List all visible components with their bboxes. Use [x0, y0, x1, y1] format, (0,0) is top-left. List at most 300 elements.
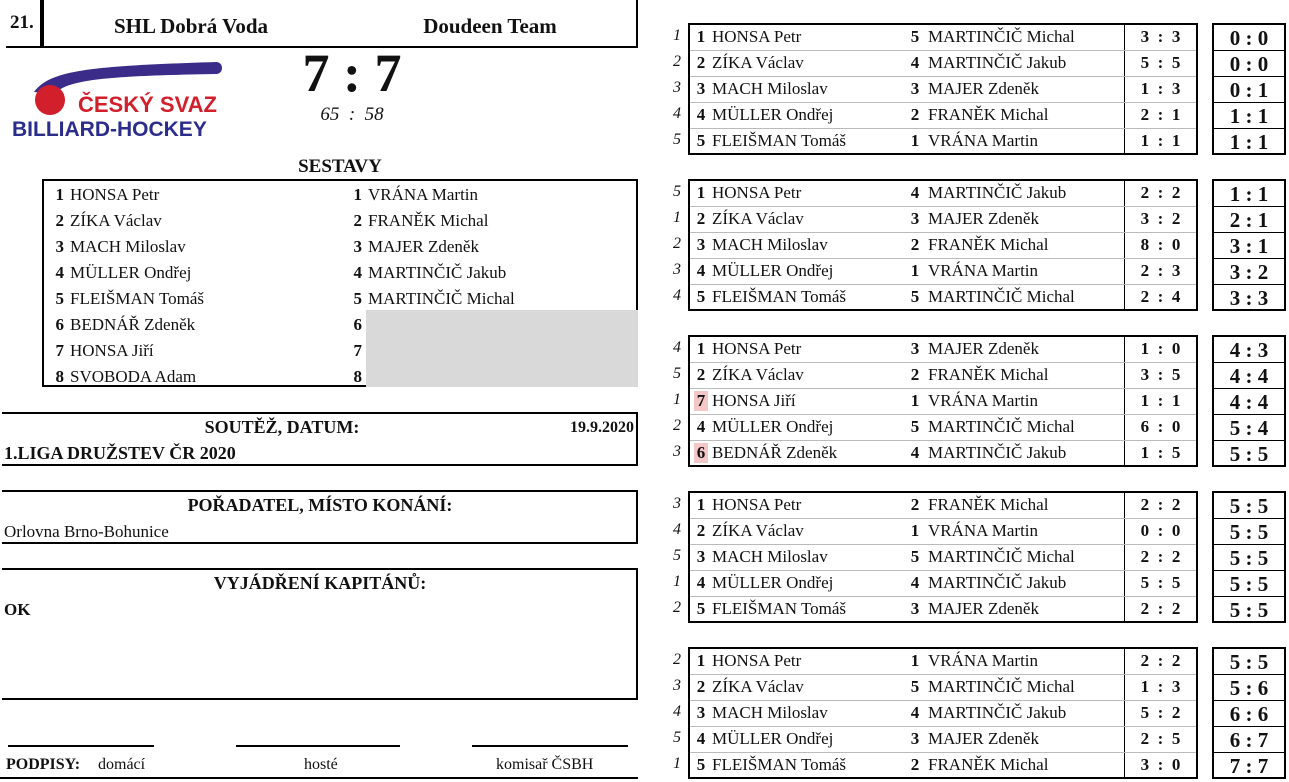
cumulative-score: 7 : 7 [1229, 754, 1269, 778]
home-player-name: MACH Miloslav [712, 547, 828, 566]
home-game-goals: 3 [1140, 27, 1150, 46]
game-order-number: 3 [673, 79, 681, 96]
cumulative-score: 1 : 1 [1214, 103, 1284, 129]
game-row [690, 181, 1196, 207]
home-roster-row [44, 286, 204, 312]
away-player-name: VRÁNA Martin [928, 391, 1039, 410]
game-row [690, 597, 1196, 623]
away-roster-name: MAJER Zdeněk [368, 237, 479, 256]
home-player-number: 4 [696, 573, 706, 592]
away-player-name: MARTINČIČ Jakub [928, 53, 1067, 72]
cumulative-score: 2 : 1 [1214, 207, 1284, 233]
away-roster-number: 2 [353, 211, 362, 230]
away-player-name: MAJER Zdeněk [928, 209, 1039, 228]
organizer-label: POŘADATEL, MÍSTO KONÁNÍ: [187, 495, 453, 515]
home-player-number: 2 [696, 209, 706, 228]
home-player-number: 1 [696, 27, 706, 46]
game-row [690, 701, 1196, 727]
home-player-name: FLEIŠMAN Tomáš [712, 599, 847, 618]
csbh-logo [10, 58, 230, 142]
away-player-number: 5 [910, 287, 920, 306]
home-player-number: 5 [696, 131, 706, 150]
home-roster-row [44, 338, 154, 364]
home-roster-number: 5 [55, 289, 64, 308]
signature-commissioner-label: komisař ČSBH [496, 756, 594, 773]
home-player-number: 6 [694, 443, 708, 463]
home-roster-name: HONSA Petr [70, 185, 160, 204]
home-score: 7 [302, 43, 330, 103]
cumulative-score: 3 : 3 [1229, 286, 1269, 310]
away-player-number: 2 [910, 105, 920, 124]
away-player-name: MARTINČIČ Michal [928, 547, 1075, 566]
game-row [690, 753, 1196, 779]
away-player-number: 4 [910, 573, 920, 592]
away-player-name: FRANĚK Michal [928, 755, 1049, 774]
away-player-number: 5 [910, 27, 920, 46]
game-score: 3 : 3 [1124, 25, 1196, 50]
game-order-number: 2 [673, 599, 681, 616]
game-row [690, 25, 1196, 51]
round-table [688, 491, 1198, 623]
home-game-goals: 5 [1140, 53, 1150, 72]
home-player-number: 1 [696, 183, 706, 202]
home-player-number: 4 [696, 729, 706, 748]
game-score: 3 : 5 [1124, 363, 1196, 388]
away-roster-number: 4 [353, 263, 362, 282]
home-player-number: 7 [694, 391, 708, 411]
game-score: 2 : 1 [1124, 103, 1196, 128]
away-roster-number: 7 [353, 341, 362, 360]
away-roster-name: VRÁNA Martin [368, 185, 479, 204]
game-row [690, 649, 1196, 675]
away-roster-row [342, 338, 368, 364]
home-game-goals: 5 [1140, 703, 1150, 722]
home-player-number: 2 [696, 677, 706, 696]
game-row [690, 415, 1196, 441]
away-game-goals: 3 [1171, 261, 1181, 280]
away-game-goals: 5 [1171, 573, 1181, 592]
round-table [688, 179, 1198, 311]
away-player-name: FRANĚK Michal [928, 105, 1049, 124]
cumulative-score: 6 : 6 [1214, 701, 1284, 727]
away-roster-number: 1 [353, 185, 362, 204]
away-roster-row [342, 208, 488, 234]
cumulative-score: 5 : 5 [1214, 545, 1284, 571]
home-roster-name: HONSA Jiří [70, 341, 154, 360]
home-roster-number: 4 [55, 263, 64, 282]
signature-line-guest [236, 745, 400, 747]
game-score: 1 : 0 [1124, 337, 1196, 362]
cumulative-score-column [1212, 491, 1286, 623]
away-player-name: VRÁNA Martin [928, 521, 1039, 540]
away-player-number: 1 [910, 521, 920, 540]
game-order-number: 3 [673, 495, 681, 512]
home-player-name: ZÍKA Václav [712, 209, 804, 228]
away-player-number: 2 [910, 495, 920, 514]
game-score: 1 : 3 [1124, 77, 1196, 102]
goal-totals [300, 104, 404, 126]
away-roster-number: 3 [353, 237, 362, 256]
home-game-goals: 5 [1140, 573, 1150, 592]
away-game-goals: 1 [1171, 391, 1181, 410]
home-player-name: HONSA Petr [712, 651, 802, 670]
home-roster-number: 8 [55, 367, 64, 386]
empty-roster-slots [366, 310, 638, 387]
game-row [690, 129, 1196, 155]
cumulative-score: 5 : 5 [1214, 649, 1284, 675]
home-game-goals: 2 [1140, 547, 1150, 566]
home-player-number: 2 [696, 365, 706, 384]
home-game-goals: 2 [1140, 183, 1150, 202]
home-player-name: ZÍKA Václav [712, 365, 804, 384]
home-roster-name: FLEIŠMAN Tomáš [70, 289, 205, 308]
cumulative-score: 0 : 0 [1214, 51, 1284, 77]
home-goals: 65 [320, 104, 340, 125]
cumulative-score: 5 : 5 [1214, 493, 1284, 519]
game-order-number: 3 [673, 261, 681, 278]
cumulative-score: 3 : 2 [1214, 259, 1284, 285]
away-player-name: MARTINČIČ Michal [928, 27, 1075, 46]
away-game-goals: 2 [1171, 495, 1181, 514]
away-roster-row [342, 260, 506, 286]
game-score: 5 : 5 [1124, 571, 1196, 596]
home-player-name: FLEIŠMAN Tomáš [712, 755, 847, 774]
away-player-number: 3 [910, 599, 920, 618]
away-game-goals: 5 [1171, 729, 1181, 748]
away-game-goals: 1 [1171, 105, 1181, 124]
game-score: 8 : 0 [1124, 233, 1196, 258]
game-row [690, 51, 1196, 77]
game-row [690, 545, 1196, 571]
game-order-number: 5 [673, 547, 681, 564]
game-order-number: 3 [673, 443, 681, 460]
home-player-number: 2 [696, 521, 706, 540]
away-roster-row [342, 234, 479, 260]
away-player-name: MAJER Zdeněk [928, 729, 1039, 748]
game-row [690, 285, 1196, 311]
home-game-goals: 3 [1140, 365, 1150, 384]
rosters-table [42, 179, 638, 387]
away-player-number: 2 [910, 235, 920, 254]
home-roster-number: 3 [55, 237, 64, 256]
away-game-goals: 5 [1171, 365, 1181, 384]
cumulative-score: 0 : 0 [1214, 25, 1284, 51]
score-separator: : [343, 43, 361, 103]
home-player-number: 3 [696, 703, 706, 722]
home-team-name: SHL Dobrá Voda [113, 14, 269, 38]
logo-text-line1: ČESKÝ SVAZ [78, 92, 217, 117]
home-game-goals: 0 [1140, 521, 1150, 540]
game-score: 5 : 5 [1124, 51, 1196, 76]
home-player-number: 1 [696, 339, 706, 358]
home-player-number: 3 [696, 547, 706, 566]
round-table [688, 335, 1198, 467]
home-game-goals: 1 [1140, 339, 1150, 358]
home-roster-row [44, 364, 196, 390]
away-roster-name: MARTINČIČ Jakub [368, 263, 507, 282]
game-score: 0 : 0 [1124, 519, 1196, 544]
competition-name: 1.LIGA DRUŽSTEV ČR 2020 [4, 443, 236, 463]
home-game-goals: 6 [1140, 417, 1150, 436]
game-score: 2 : 3 [1124, 259, 1196, 284]
cumulative-score: 1 : 1 [1214, 181, 1284, 207]
game-order-number: 4 [673, 339, 681, 356]
away-player-name: VRÁNA Martin [928, 261, 1039, 280]
home-roster-number: 7 [55, 341, 64, 360]
away-player-number: 5 [910, 417, 920, 436]
away-player-name: MARTINČIČ Michal [928, 677, 1075, 696]
home-player-number: 4 [696, 261, 706, 280]
away-game-goals: 3 [1171, 677, 1181, 696]
competition-label: SOUTĚŽ, DATUM: [204, 417, 360, 437]
organizer-box [2, 490, 638, 544]
home-game-goals: 1 [1140, 131, 1150, 150]
game-score: 1 : 3 [1124, 675, 1196, 700]
home-game-goals: 2 [1140, 729, 1150, 748]
home-player-name: MÜLLER Ondřej [712, 261, 834, 280]
home-player-number: 1 [696, 495, 706, 514]
game-row [690, 519, 1196, 545]
home-game-goals: 2 [1140, 287, 1150, 306]
cumulative-score: 5 : 5 [1214, 519, 1284, 545]
game-order-number: 2 [673, 651, 681, 668]
cumulative-score-column [1212, 647, 1286, 779]
home-player-name: ZÍKA Václav [712, 677, 804, 696]
signature-guest-label: hosté [304, 756, 338, 773]
away-player-name: FRANĚK Michal [928, 365, 1049, 384]
game-score: 5 : 2 [1124, 701, 1196, 726]
game-order-number: 2 [673, 417, 681, 434]
game-score: 2 : 2 [1124, 649, 1196, 674]
away-player-number: 3 [910, 729, 920, 748]
game-row [690, 363, 1196, 389]
home-roster-row [44, 208, 162, 234]
captains-box [2, 568, 638, 700]
home-player-name: HONSA Petr [712, 339, 802, 358]
away-game-goals: 2 [1171, 599, 1181, 618]
home-game-goals: 2 [1140, 105, 1150, 124]
away-game-goals: 2 [1171, 703, 1181, 722]
away-player-number: 4 [910, 703, 920, 722]
away-game-goals: 5 [1171, 53, 1181, 72]
home-player-name: FLEIŠMAN Tomáš [712, 131, 847, 150]
cumulative-score: 1 : 1 [1229, 130, 1269, 154]
away-player-name: MARTINČIČ Jakub [928, 443, 1067, 462]
away-roster-row [342, 312, 368, 338]
game-order-number: 1 [673, 209, 681, 226]
game-score: 3 : 0 [1124, 753, 1196, 778]
away-game-goals: 4 [1171, 287, 1181, 306]
home-player-number: 2 [696, 53, 706, 72]
home-player-number: 3 [696, 79, 706, 98]
home-player-name: MÜLLER Ondřej [712, 729, 834, 748]
away-player-number: 3 [910, 79, 920, 98]
away-player-name: MAJER Zdeněk [928, 79, 1039, 98]
game-score: 2 : 4 [1124, 285, 1196, 310]
away-game-goals: 2 [1171, 209, 1181, 228]
home-player-name: FLEIŠMAN Tomáš [712, 287, 847, 306]
game-score: 2 : 2 [1124, 493, 1196, 518]
game-order-number: 4 [673, 703, 681, 720]
away-player-name: MARTINČIČ Michal [928, 417, 1075, 436]
game-score: 2 : 2 [1124, 597, 1196, 622]
away-player-name: VRÁNA Martin [928, 651, 1039, 670]
cumulative-score: 5 : 4 [1214, 415, 1284, 441]
home-player-name: ZÍKA Václav [712, 521, 804, 540]
away-roster-name: MARTINČIČ Michal [368, 289, 515, 308]
game-order-number: 2 [673, 53, 681, 70]
game-score: 1 : 1 [1124, 389, 1196, 414]
round-table [688, 23, 1198, 155]
game-score: 6 : 0 [1124, 415, 1196, 440]
game-order-number: 4 [673, 521, 681, 538]
away-game-goals: 0 [1171, 339, 1181, 358]
away-roster-row [342, 182, 478, 208]
game-order-number: 5 [673, 183, 681, 200]
away-game-goals: 1 [1171, 131, 1181, 150]
away-goals: 58 [364, 104, 384, 125]
away-player-number: 1 [910, 651, 920, 670]
game-score: 2 : 2 [1124, 545, 1196, 570]
game-order-number: 2 [673, 235, 681, 252]
cumulative-score-column [1212, 23, 1286, 155]
game-row [690, 389, 1196, 415]
signature-home-label: domácí [98, 756, 146, 773]
home-roster-name: BEDNÁŘ Zdeněk [70, 315, 196, 334]
game-row [690, 441, 1196, 467]
signature-line-home [8, 745, 154, 747]
cumulative-score: 3 : 1 [1214, 233, 1284, 259]
away-team-name: Doudeen Team [423, 14, 557, 38]
game-score: 1 : 5 [1124, 441, 1196, 466]
game-order-number: 5 [673, 365, 681, 382]
away-roster-row [342, 286, 515, 312]
home-roster-number: 2 [55, 211, 64, 230]
home-roster-row [44, 260, 191, 286]
away-player-number: 2 [910, 365, 920, 384]
away-roster-name: FRANĚK Michal [368, 211, 489, 230]
away-game-goals: 5 [1171, 443, 1181, 462]
home-player-name: MACH Miloslav [712, 703, 828, 722]
home-roster-row [44, 182, 159, 208]
home-game-goals: 1 [1140, 677, 1150, 696]
home-roster-name: MÜLLER Ondřej [70, 263, 192, 282]
home-game-goals: 1 [1140, 391, 1150, 410]
home-player-number: 4 [696, 105, 706, 124]
home-player-name: HONSA Petr [712, 27, 802, 46]
away-roster-number: 5 [353, 289, 362, 308]
away-player-number: 1 [910, 261, 920, 280]
home-player-name: MACH Miloslav [712, 79, 828, 98]
cumulative-score-column [1212, 335, 1286, 467]
away-player-name: FRANĚK Michal [928, 495, 1049, 514]
bottom-border [0, 777, 638, 779]
cumulative-score: 4 : 4 [1214, 363, 1284, 389]
away-roster-number: 8 [353, 367, 362, 386]
away-player-number: 3 [910, 209, 920, 228]
home-game-goals: 3 [1140, 755, 1150, 774]
captains-value: OK [4, 600, 31, 619]
home-player-name: HONSA Petr [712, 183, 802, 202]
home-game-goals: 2 [1140, 261, 1150, 280]
cumulative-score: 5 : 5 [1214, 571, 1284, 597]
away-player-number: 5 [910, 677, 920, 696]
away-game-goals: 3 [1171, 79, 1181, 98]
home-player-name: HONSA Petr [712, 495, 802, 514]
home-roster-number: 6 [55, 315, 64, 334]
away-player-number: 2 [910, 755, 920, 774]
game-score: 2 : 5 [1124, 727, 1196, 752]
home-roster-name: ZÍKA Václav [70, 211, 162, 230]
away-player-number: 5 [910, 547, 920, 566]
home-roster-row [44, 234, 186, 260]
game-row [690, 571, 1196, 597]
goals-separator: : [348, 104, 356, 125]
home-game-goals: 3 [1140, 209, 1150, 228]
logo-text-line2: BILLIARD-HOCKEY [12, 118, 207, 141]
final-score [300, 43, 404, 103]
competition-box [2, 412, 638, 466]
organizer-value: Orlovna Brno-Bohunice [4, 522, 169, 541]
game-row [690, 493, 1196, 519]
away-player-name: FRANĚK Michal [928, 235, 1049, 254]
captains-label: VYJÁDŘENÍ KAPITÁNŮ: [213, 573, 427, 593]
away-player-number: 4 [910, 53, 920, 72]
away-player-name: VRÁNA Martin [928, 131, 1039, 150]
game-row [690, 259, 1196, 285]
game-order-number: 5 [673, 729, 681, 746]
home-roster-name: MACH Miloslav [70, 237, 186, 256]
signatures-label: PODPISY: [6, 756, 81, 773]
game-row [690, 207, 1196, 233]
game-score: 2 : 2 [1124, 181, 1196, 206]
away-game-goals: 2 [1171, 651, 1181, 670]
game-row [690, 103, 1196, 129]
game-row [690, 337, 1196, 363]
home-player-name: MACH Miloslav [712, 235, 828, 254]
away-player-number: 1 [910, 391, 920, 410]
game-order-number: 1 [673, 27, 681, 44]
away-game-goals: 2 [1171, 183, 1181, 202]
home-player-name: MÜLLER Ondřej [712, 417, 834, 436]
away-player-name: MAJER Zdeněk [928, 599, 1039, 618]
away-player-number: 1 [910, 131, 920, 150]
game-row [690, 77, 1196, 103]
away-game-goals: 0 [1171, 521, 1181, 540]
home-player-number: 5 [696, 287, 706, 306]
signature-line-commissioner [472, 745, 628, 747]
away-player-number: 3 [910, 339, 920, 358]
home-player-number: 3 [696, 235, 706, 254]
away-player-name: MARTINČIČ Michal [928, 287, 1075, 306]
competition-date: 19.9.2020 [570, 419, 634, 436]
game-row [690, 675, 1196, 701]
game-order-number: 4 [673, 287, 681, 304]
away-game-goals: 0 [1171, 755, 1181, 774]
away-player-name: MARTINČIČ Jakub [928, 703, 1067, 722]
home-player-name: BEDNÁŘ Zdeněk [712, 443, 838, 462]
cumulative-score: 5 : 6 [1214, 675, 1284, 701]
cumulative-score: 4 : 3 [1214, 337, 1284, 363]
away-player-number: 4 [910, 443, 920, 462]
home-player-name: ZÍKA Václav [712, 53, 804, 72]
home-game-goals: 1 [1140, 79, 1150, 98]
cumulative-score: 5 : 5 [1229, 598, 1269, 622]
game-row [690, 727, 1196, 753]
away-roster-number: 6 [353, 315, 362, 334]
game-order-number: 1 [673, 755, 681, 772]
game-order-number: 3 [673, 677, 681, 694]
